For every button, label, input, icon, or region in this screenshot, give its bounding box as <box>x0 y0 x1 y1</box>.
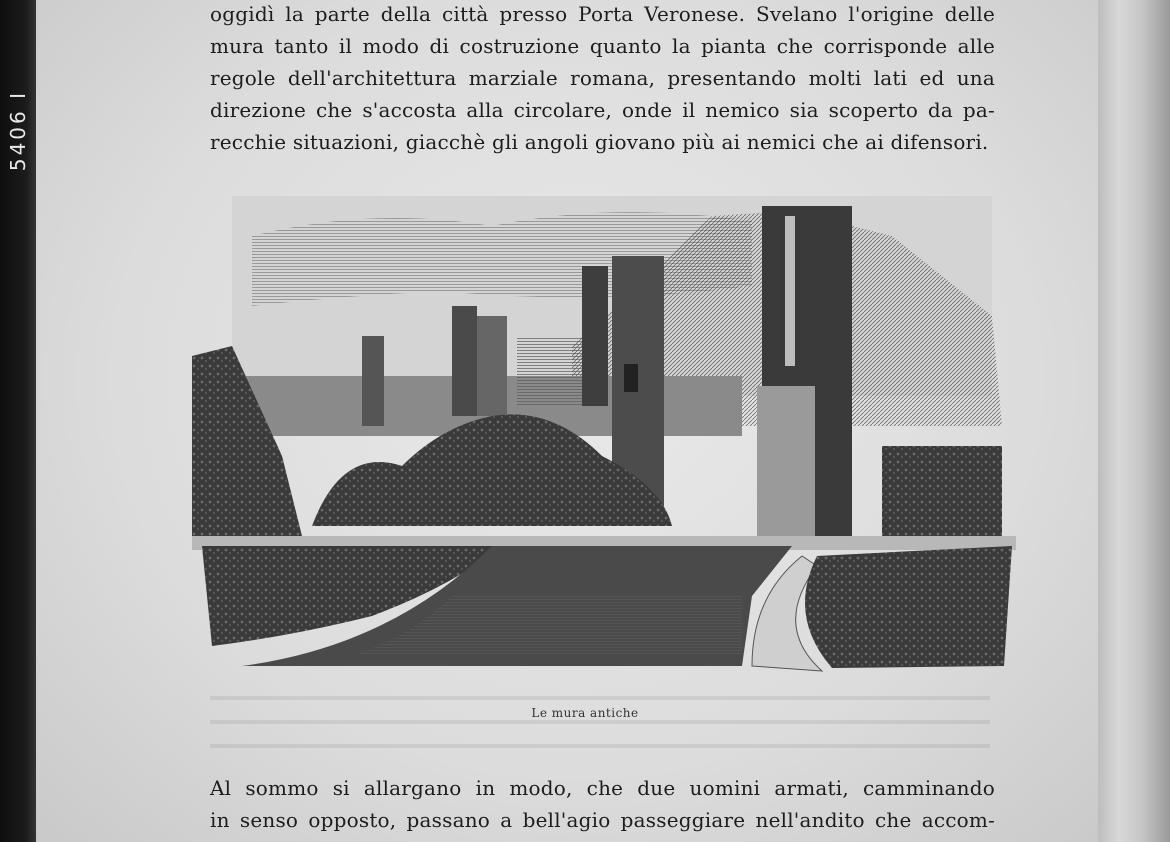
tower <box>477 316 507 416</box>
engraving-illustration <box>192 196 1016 676</box>
tower-window <box>624 364 638 392</box>
text-line: Al sommo si allargano in modo, che due uomini armati, camminando <box>210 776 995 800</box>
right-hedge <box>805 546 1012 668</box>
ruin-right <box>882 446 1002 536</box>
archive-number-mark: 5406 I <box>6 90 30 172</box>
text-line: direzione che s'accosta alla circolare, onde il nemico sia scoperto da pa- <box>210 98 995 122</box>
main-tower-slit <box>785 216 795 366</box>
tower <box>452 306 477 416</box>
main-tower-light <box>757 386 815 536</box>
bottom-paragraph <box>210 772 995 836</box>
text-line: regole dell'architettura marziale romana, presentando molti lati ed una <box>210 66 995 90</box>
text-line: recchie situazioni, giacchè gli angoli giovano più ai nemici che ai difensori. <box>210 130 989 154</box>
top-paragraph <box>210 0 995 158</box>
text-line: in senso opposto, passano a bell'agio passeggiare nell'andito che accom- <box>210 808 995 832</box>
tower <box>582 266 608 406</box>
bleed-through-text <box>210 688 990 758</box>
text-line: oggidì la parte della città presso Porta Veronese. Svelano l'origine delle <box>210 2 995 26</box>
tower <box>362 336 384 426</box>
text-line: mura tanto il modo di costruzione quanto la pianta che corrisponde alle <box>210 34 995 58</box>
illustration-caption: Le mura antiche <box>531 706 639 720</box>
